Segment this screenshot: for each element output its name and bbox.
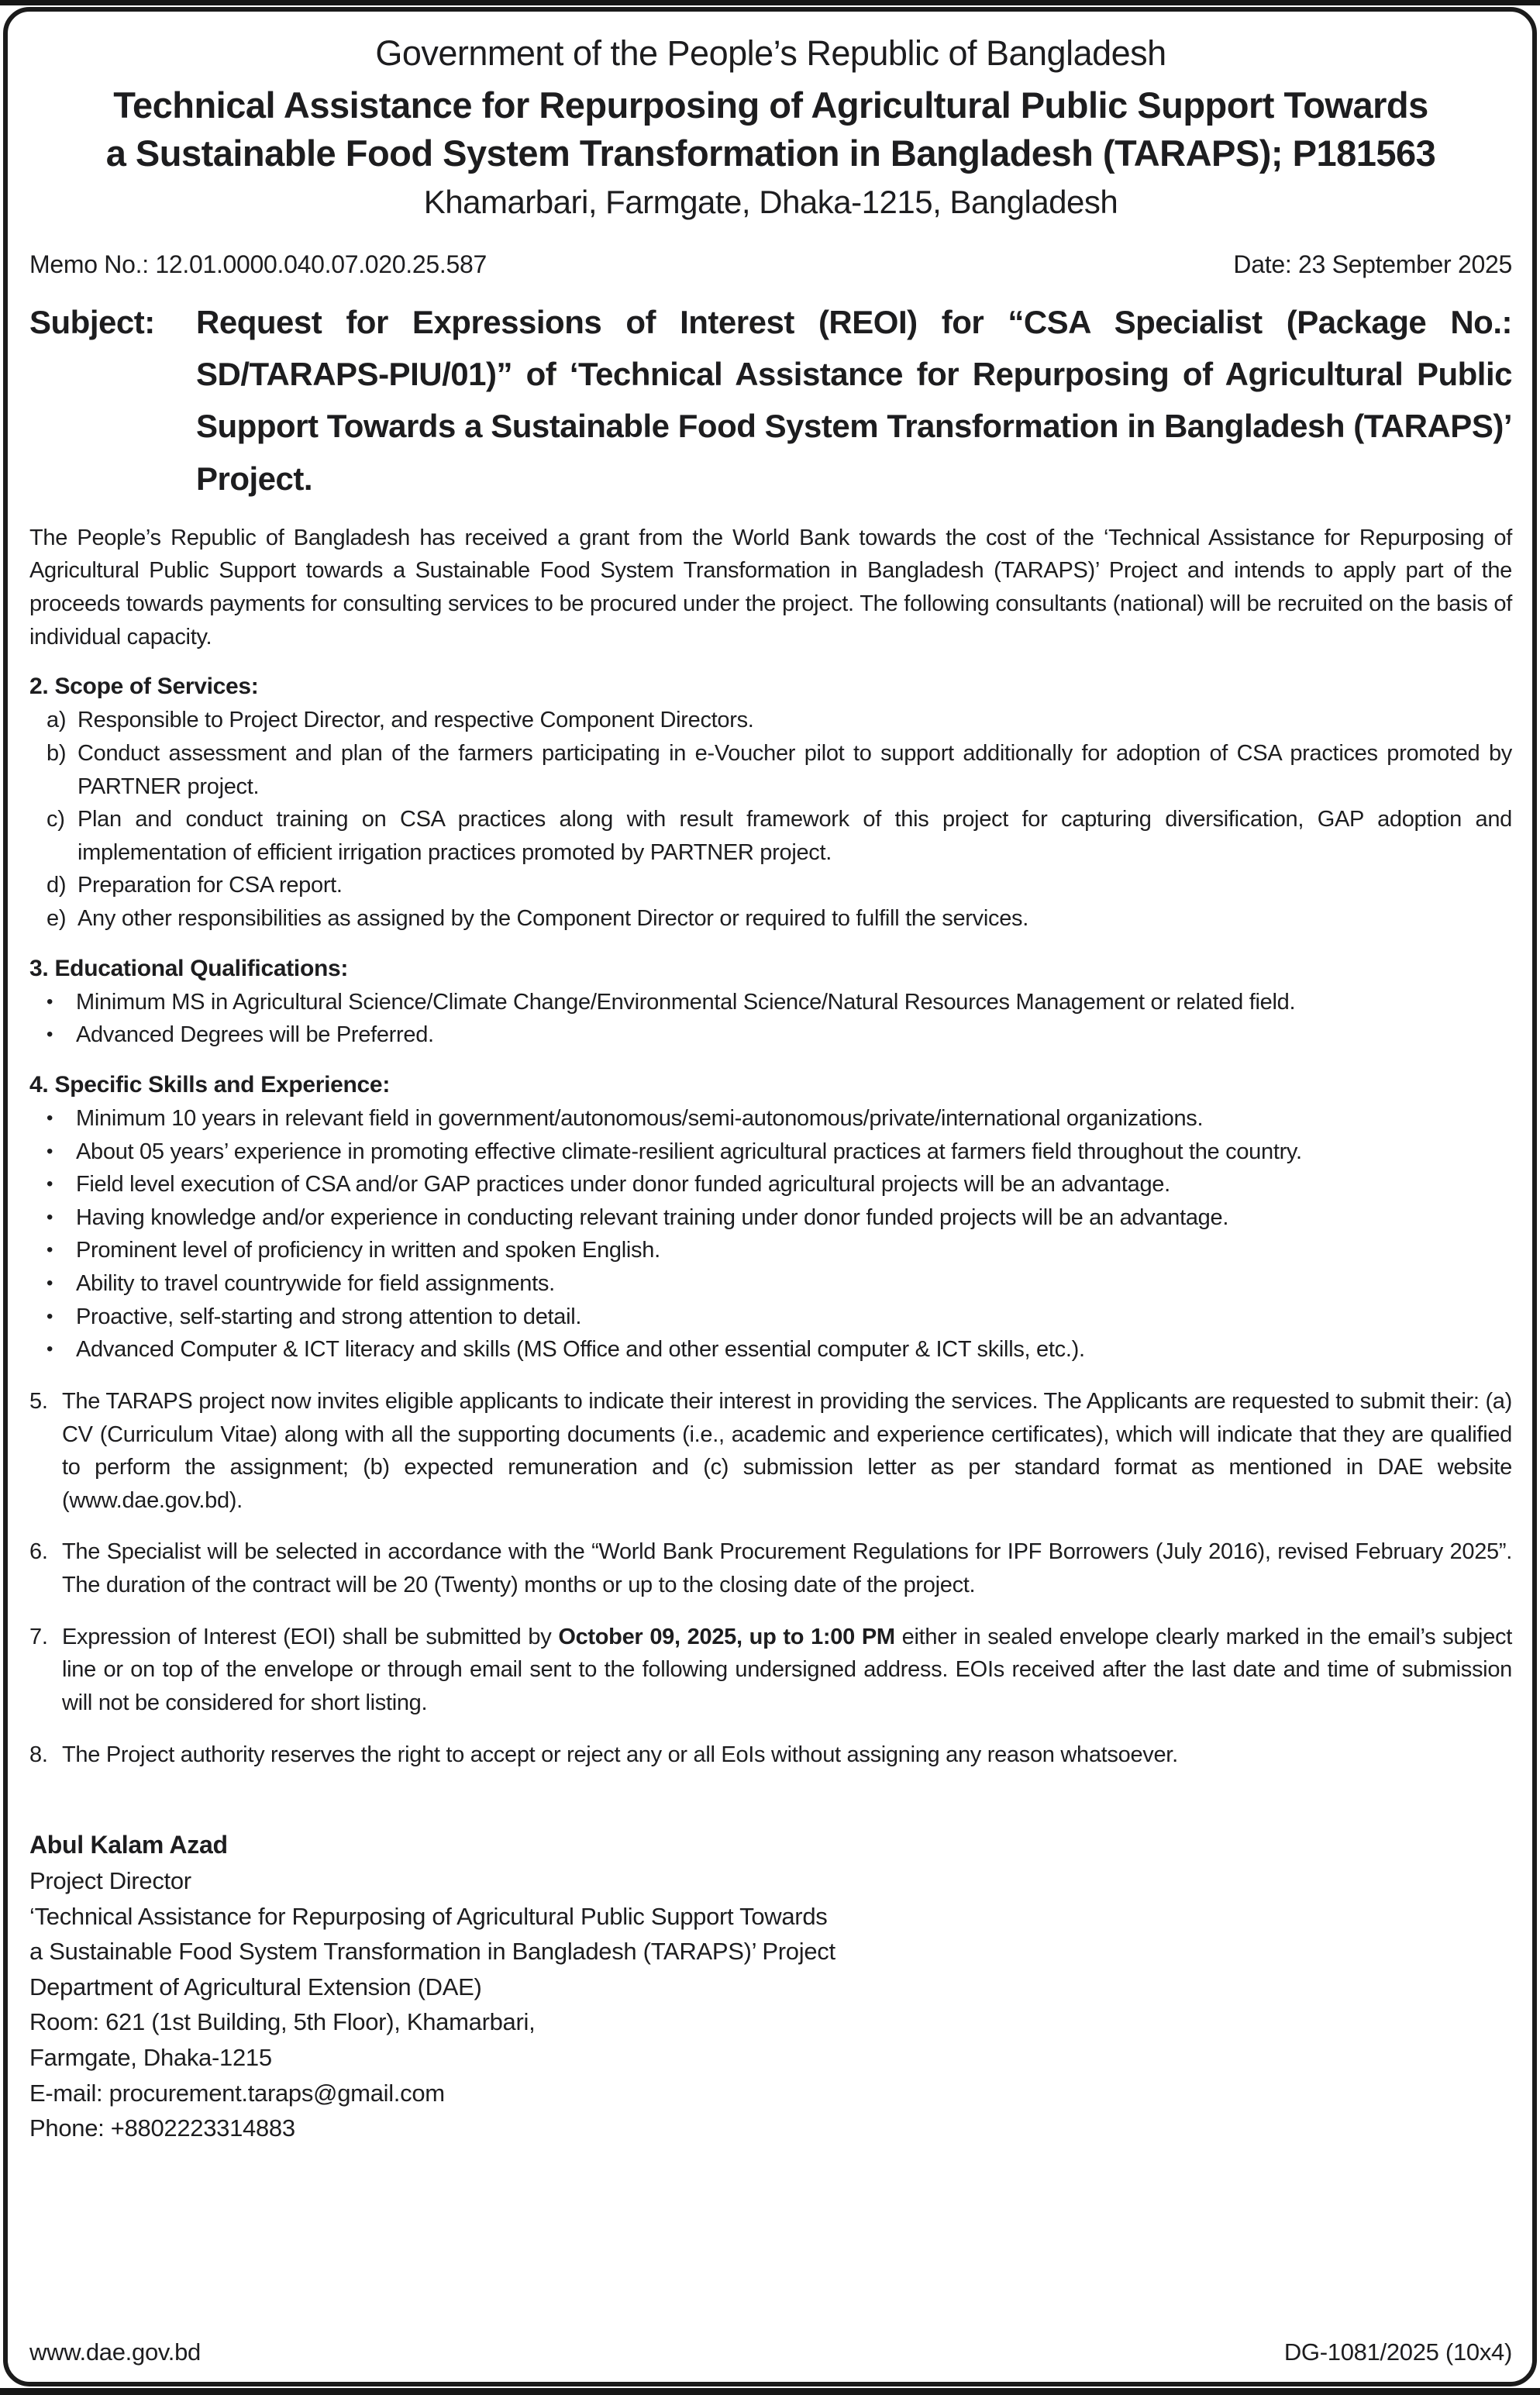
bullet-marker: •: [47, 1239, 53, 1261]
project-title-line2: a Sustainable Food System Transformation in Bangladesh (TARAPS); P181563: [105, 133, 1436, 174]
memo-date: Date: 23 September 2025: [1233, 250, 1512, 279]
bullet-marker: •: [47, 1273, 53, 1294]
scope-item: [29, 704, 1512, 737]
item-marker: d): [47, 873, 67, 898]
item-text: About 05 years’ experience in promoting effective climate-resilient agricultural practices at farmers field throughout the country.: [76, 1139, 1302, 1164]
website: www.dae.gov.bd: [29, 2338, 201, 2366]
item-marker: b): [47, 740, 67, 766]
education-item: [29, 986, 1512, 1019]
item-text: Responsible to Project Director, and respective Component Directors.: [78, 708, 754, 733]
item-text: Having knowledge and/or experience in conducting relevant training under donor funded projects will be an advantage.: [76, 1204, 1229, 1230]
paragraph-text-after: either in sealed envelope clearly marked in the email’s subject line or on top of the envelope or through email sent to the following undersigned address. EOIs received after the last date and time of submission will not be considered for short listing.: [62, 1624, 1512, 1715]
skills-item: [29, 1102, 1512, 1135]
item-text: Advanced Degrees will be Preferred.: [76, 1022, 434, 1048]
bullet-marker: •: [47, 1140, 53, 1162]
scope-item: [29, 902, 1512, 936]
signature-city: Farmgate, Dhaka-1215: [29, 2044, 272, 2072]
signature-room: Room: 621 (1st Building, 5th Floor), Khamarbari,: [29, 2008, 536, 2036]
scope-item: [29, 869, 1512, 902]
memo-row: [29, 250, 1512, 279]
section-heading-education: 3. Educational Qualifications:: [29, 955, 349, 981]
item-text: Advanced Computer & ICT literacy and skills (MS Office and other essential computer & ICT skills, etc.).: [76, 1337, 1085, 1363]
skills-item: [29, 1267, 1512, 1301]
address-line: Khamarbari, Farmgate, Dhaka-1215, Bangladesh: [423, 184, 1118, 221]
item-marker: a): [47, 708, 67, 733]
skills-item: [29, 1301, 1512, 1334]
education-item: [29, 1018, 1512, 1052]
item-text: Preparation for CSA report.: [78, 873, 343, 898]
clipping-edge-top: [0, 0, 1540, 5]
bullet-marker: •: [47, 1107, 53, 1129]
skills-item: [29, 1135, 1512, 1169]
clipping-edge-bottom: [0, 2388, 1540, 2395]
section-heading-skills: 4. Specific Skills and Experience:: [29, 1071, 391, 1098]
bullet-marker: •: [47, 1173, 53, 1195]
scope-item: [29, 737, 1512, 803]
item-text: Minimum MS in Agricultural Science/Climate Change/Environmental Science/Natural Resources Management or related field.: [76, 989, 1296, 1015]
paragraph-6: [29, 1535, 1512, 1601]
paragraph-text-before: Expression of Interest (EOI) shall be submitted by: [62, 1624, 559, 1649]
signature-department: Department of Agricultural Extension (DAE): [29, 1973, 482, 2000]
paragraph-5: [29, 1385, 1512, 1518]
project-title-line1: Technical Assistance for Repurposing of Agricultural Public Support Towards: [113, 84, 1428, 126]
signature-project-line1: ‘Technical Assistance for Repurposing of Agricultural Public Support Towards: [29, 1902, 828, 1930]
paragraph-text: The TARAPS project now invites eligible applicants to indicate their interest in providing the services. The Applicants are requested to submit their: (a) CV (Curriculum Vitae) along with all the supporting documents (i.e., academic and experience certificates), which will indicate that they are qualified to perform the assignment; (b) expected remuneration and (c) submission letter as per standard format as mentioned in DAE website (www.dae.gov.bd).: [62, 1388, 1512, 1513]
paragraph-number: 8.: [29, 1742, 48, 1767]
project-title: [29, 81, 1512, 177]
signature-phone: Phone: +8802223314883: [29, 2114, 295, 2142]
bullet-marker: •: [47, 1206, 53, 1228]
paragraph-text: The Specialist will be selected in accordance with the “World Bank Procurement Regulations for IPF Borrowers (July 2016), revised February 2025”. The duration of the contract will be 20 (Twenty) months or up to the closing date of the project.: [62, 1539, 1512, 1598]
item-text: Field level execution of CSA and/or GAP practices under donor funded agricultural projects will be an advantage.: [76, 1172, 1170, 1198]
skills-item: [29, 1201, 1512, 1235]
paragraph-8: [29, 1739, 1512, 1772]
subject-text: Request for Expressions of Interest (REOI) for “CSA Specialist (Package No.: SD/TARAPS-PIU/01)” of ‘Technical Assistance for Repurposing of Agricultural Public Support Towards a Sustainable Food System Transformation in Bangladesh (TARAPS)’ Project.: [196, 304, 1512, 497]
paragraph-7: [29, 1621, 1512, 1720]
paragraph-text: [62, 1621, 1512, 1720]
item-text: Proactive, self-starting and strong attention to detail.: [76, 1304, 582, 1329]
bullet-marker: •: [47, 991, 53, 1012]
skills-item: [29, 1234, 1512, 1267]
intro-paragraph: The People’s Republic of Bangladesh has received a grant from the World Bank towards the cost of the ‘Technical Assistance for Repurposing of Agricultural Public Support towards a Sustainable Food System Transformation in Bangladesh (TARAPS)’ Project and intends to apply part of the proceeds towards payments for consulting services to be procured under the project. The following consultants (national) will be recruited on the basis of individual capacity.: [29, 525, 1512, 650]
bullet-marker: •: [47, 1339, 53, 1360]
advert-ref: DG-1081/2025 (10x4): [1283, 2338, 1512, 2366]
paragraph-number: 7.: [29, 1624, 48, 1649]
subject-label: Subject:: [29, 304, 155, 341]
paragraph-number: 6.: [29, 1539, 48, 1565]
government-line: Government of the People’s Republic of Bangladesh: [375, 33, 1166, 73]
item-text: Prominent level of proficiency in written and spoken English.: [76, 1238, 660, 1263]
scope-item: [29, 803, 1512, 869]
item-marker: c): [47, 807, 65, 832]
footer-row: [29, 2338, 1512, 2369]
item-text: Minimum 10 years in relevant field in government/autonomous/semi-autonomous/private/international organizations.: [76, 1105, 1204, 1131]
item-text: Any other responsibilities as assigned by the Component Director or required to fulfill the services.: [78, 906, 1028, 932]
signatory-title: Project Director: [29, 1867, 191, 1895]
notice-sheet: [3, 7, 1537, 2386]
memo-number: Memo No.: 12.01.0000.040.07.020.25.587: [29, 250, 487, 279]
signature-block: [29, 1827, 1512, 2146]
signature-project-line2: a Sustainable Food System Transformation in Bangladesh (TARAPS)’ Project: [29, 1938, 835, 1966]
skills-item: [29, 1168, 1512, 1201]
item-text: Conduct assessment and plan of the farmers participating in e-Voucher pilot to support additionally for adoption of CSA practices promoted by PARTNER project.: [78, 740, 1512, 799]
signatory-name: Abul Kalam Azad: [29, 1831, 228, 1859]
deadline-emphasis: October 09, 2025, up to 1:00 PM: [558, 1624, 895, 1649]
subject-block: [29, 296, 1512, 505]
skills-item: [29, 1333, 1512, 1366]
paragraph-number: 5.: [29, 1388, 48, 1414]
signature-email: E-mail: procurement.taraps@gmail.com: [29, 2079, 445, 2107]
item-marker: e): [47, 906, 67, 932]
paragraph-text: The Project authority reserves the right to accept or reject any or all EoIs without assigning any reason whatsoever.: [62, 1742, 1178, 1767]
item-text: Ability to travel countrywide for field assignments.: [76, 1271, 555, 1297]
section-heading-scope: 2. Scope of Services:: [29, 674, 259, 700]
bullet-marker: •: [47, 1024, 53, 1046]
item-text: Plan and conduct training on CSA practices along with result framework of this project for capturing diversification, GAP adoption and implementation of efficient irrigation practices promoted by PARTNER project.: [78, 807, 1512, 865]
bullet-marker: •: [47, 1305, 53, 1327]
